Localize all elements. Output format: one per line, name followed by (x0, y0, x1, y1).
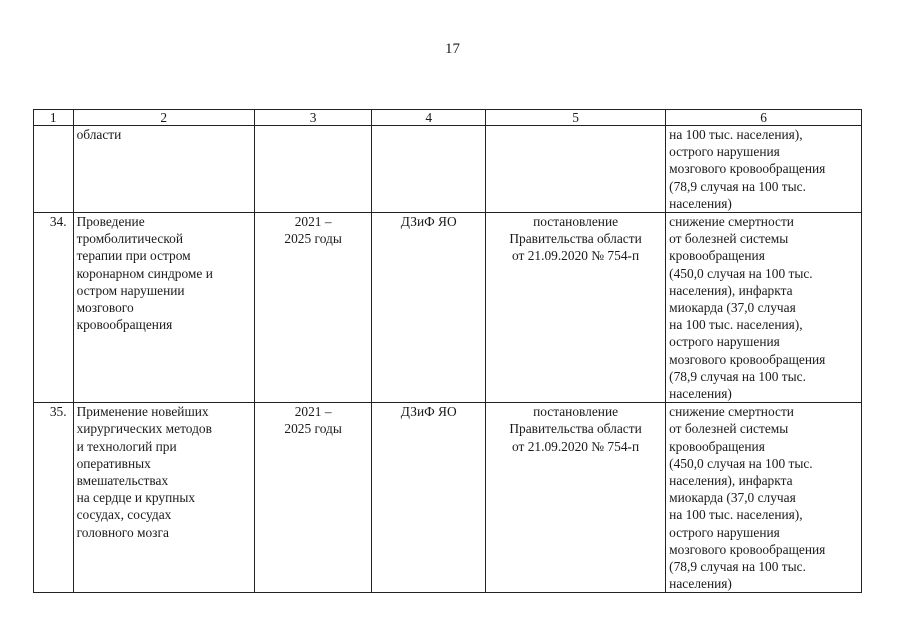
executor-cell: ДЗиФ ЯО (372, 213, 486, 403)
table-row (34, 126, 862, 213)
executor-cell (372, 126, 486, 213)
document-cell: постановление Правительства области от 21.09.2020 № 754-п (485, 403, 665, 593)
column-header: 4 (372, 110, 486, 126)
period-cell: 2021 – 2025 годы (254, 213, 372, 403)
column-header: 3 (254, 110, 372, 126)
table-header-row (34, 110, 862, 126)
executor-cell: ДЗиФ ЯО (372, 403, 486, 593)
activity-cell: области (73, 126, 254, 213)
column-header: 1 (34, 110, 74, 126)
indicator-cell: снижение смертности от болезней системы кровообращения (450,0 случая на 100 тыс. населения), инфаркта миокарда (37,0 случая на 100 тыс. населения), острого нарушения мозгового кровообращения (78,9 случая на 100 тыс. населения) (666, 213, 862, 403)
table-row (34, 213, 862, 403)
indicator-cell: на 100 тыс. населения), острого нарушения мозгового кровообращения (78,9 случая на 100 тыс. населения) (666, 126, 862, 213)
row-number-cell: 35. (34, 403, 74, 593)
activity-cell: Проведение тромболитической терапии при остром коронарном синдроме и остром нарушении мозгового кровообращения (73, 213, 254, 403)
table-row (34, 403, 862, 593)
document-cell: постановление Правительства области от 21.09.2020 № 754-п (485, 213, 665, 403)
column-header: 2 (73, 110, 254, 126)
row-number-cell (34, 126, 74, 213)
column-header: 5 (485, 110, 665, 126)
measures-table (33, 109, 862, 593)
period-cell (254, 126, 372, 213)
column-header: 6 (666, 110, 862, 126)
activity-cell: Применение новейших хирургических методов и технологий при оперативных вмешательствах на сердце и крупных сосудах, сосудах головного мозга (73, 403, 254, 593)
page-number: 17 (445, 41, 460, 57)
indicator-cell: снижение смертности от болезней системы кровообращения (450,0 случая на 100 тыс. населения), инфаркта миокарда (37,0 случая на 100 тыс. населения), острого нарушения мозгового кровообращения (78,9 случая на 100 тыс. населения) (666, 403, 862, 593)
period-cell: 2021 – 2025 годы (254, 403, 372, 593)
document-cell (485, 126, 665, 213)
row-number-cell: 34. (34, 213, 74, 403)
